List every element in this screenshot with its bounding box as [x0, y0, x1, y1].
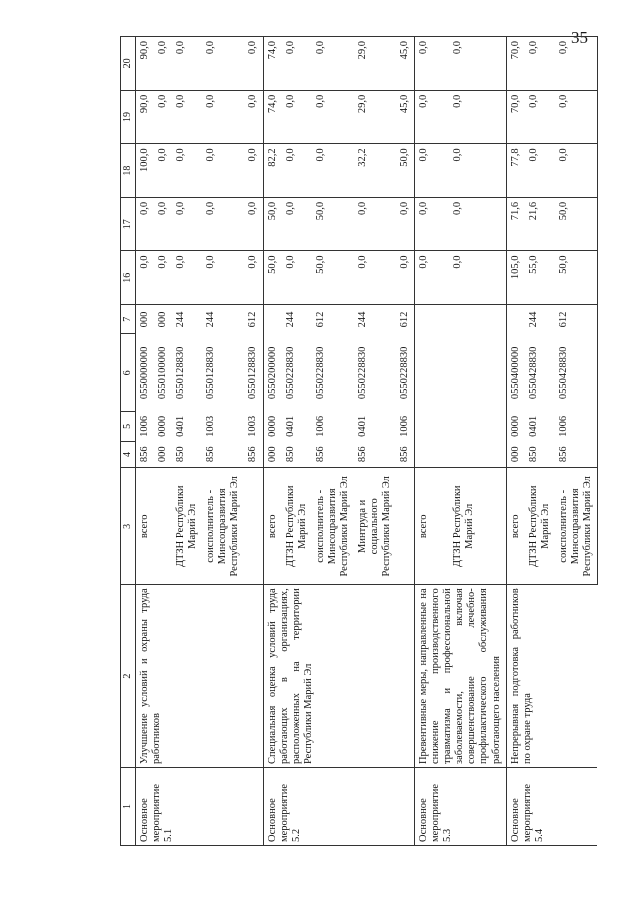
amount-cell: 0,0 [525, 144, 555, 198]
budget-code-c4: 850 [175, 446, 187, 463]
budget-code-c6: 0550128830 [247, 346, 259, 400]
amount-cell: 50,0 [263, 251, 282, 305]
budget-code-c6: 0550128830 [175, 346, 187, 400]
amount-cell: 29,0 [354, 90, 396, 144]
amount-cell: 0,0 [244, 37, 263, 91]
amount-cell: 45,0 [396, 90, 415, 144]
budget-code-c6: 0550228830 [284, 346, 296, 400]
amount-cell: 0,0 [136, 197, 155, 251]
amount-cell: 50,0 [263, 197, 282, 251]
column-header: 20 [121, 37, 136, 91]
amount-cell: 0,0 [244, 90, 263, 144]
budget-code-c6: 0550100000 [157, 346, 169, 400]
amount-cell: 32,2 [354, 144, 396, 198]
budget-code-c4: 000 [157, 446, 169, 463]
budget-code-c7: 612 [247, 311, 259, 328]
funding-source [154, 468, 172, 585]
budget-code-c6: 0550428830 [555, 334, 598, 412]
budget-code-c7: 612 [555, 305, 598, 334]
column-header: 1 [121, 768, 136, 846]
activity-title: Улучшение условий и охраны труда работников [136, 585, 264, 768]
page-number: 35 [571, 28, 588, 47]
amount-cell: 50,0 [555, 197, 598, 251]
budget-code-c4: 850 [284, 446, 296, 463]
funding-source: ДТЗН Республики Марий Эл [172, 468, 202, 585]
budget-code-c7: 612 [314, 311, 326, 328]
amount-cell: 0,0 [202, 37, 244, 91]
budget-code-c4 [415, 441, 450, 468]
amount-cell: 50,0 [396, 144, 415, 198]
activity-title: Специальная оценка условий труда работающих в организациях, расположенных на территории Республики Марий Эл [263, 585, 415, 768]
budget-code-c5: 0401 [356, 415, 368, 437]
amount-cell: 0,0 [154, 251, 172, 305]
amount-cell: 71,6 [506, 197, 525, 251]
amount-cell: 0,0 [415, 197, 450, 251]
funding-source: всего [415, 468, 450, 585]
amount-cell: 0,0 [312, 37, 354, 91]
amount-cell: 45,0 [396, 37, 415, 91]
budget-code-c7 [263, 305, 282, 334]
funding-source [244, 468, 263, 585]
amount-cell: 50,0 [312, 251, 354, 305]
budget-code-c7: 244 [205, 311, 217, 328]
amount-cell: 0,0 [244, 197, 263, 251]
budget-code-c5: 1006 [314, 415, 326, 437]
funding-source: ДТЗН Республики Марий Эл [282, 468, 312, 585]
activity-code: Основное мероприятие 5.4 [506, 768, 597, 846]
amount-cell: 0,0 [172, 90, 202, 144]
amount-cell: 100,0 [136, 144, 155, 198]
activity-code: Основное мероприятие 5.1 [136, 768, 264, 846]
budget-code-c6: 0550000000 [136, 334, 155, 412]
amount-cell: 70,0 [506, 90, 525, 144]
budget-code-c7: 244 [356, 311, 368, 328]
amount-cell: 0,0 [282, 251, 312, 305]
funding-source: всего [506, 468, 525, 585]
budget-code-c4: 856 [136, 441, 155, 468]
amount-cell: 0,0 [449, 197, 506, 251]
budget-code-c4: 856 [356, 446, 368, 463]
activity-title: Превентивные меры, направленные на снижение производственного травматизма и профессиональной заболеваемости, включая совершенствование лечебно-профилактического обслуживания работающего населения [415, 585, 506, 768]
amount-cell: 0,0 [282, 37, 312, 91]
amount-cell: 0,0 [396, 251, 415, 305]
amount-cell: 0,0 [449, 37, 506, 91]
budget-code-c6 [449, 334, 506, 412]
budget-code-c5: 0401 [284, 415, 296, 437]
amount-cell: 74,0 [263, 90, 282, 144]
budget-code-c6: 0550400000 [506, 334, 525, 412]
budget-code-c7 [506, 305, 525, 334]
amount-cell: 0,0 [244, 144, 263, 198]
activity-code: Основное мероприятие 5.2 [263, 768, 415, 846]
amount-cell: 0,0 [172, 37, 202, 91]
amount-cell: 0,0 [415, 90, 450, 144]
amount-cell: 0,0 [154, 197, 172, 251]
budget-code-c4: 856 [314, 446, 326, 463]
budget-code-c7 [449, 305, 506, 334]
activity-title: Непрерывная подготовка работников по охране труда [506, 585, 597, 768]
table-row [506, 37, 525, 846]
column-header: 6 [121, 334, 136, 412]
amount-cell: 0,0 [555, 144, 598, 198]
amount-cell: 29,0 [354, 37, 396, 91]
amount-cell: 0,0 [172, 197, 202, 251]
budget-code-c6: 0550228830 [314, 346, 326, 400]
amount-cell: 0,0 [312, 144, 354, 198]
funding-source: соисполнитель - Минсоцразвития Республики Марий Эл [555, 468, 598, 585]
funding-source [396, 468, 415, 585]
amount-cell: 0,0 [202, 251, 244, 305]
amount-cell: 0,0 [449, 144, 506, 198]
budget-code-c5 [449, 412, 506, 441]
amount-cell: 0,0 [172, 144, 202, 198]
amount-cell: 74,0 [263, 37, 282, 91]
budget-code-c5: 0401 [527, 415, 539, 437]
amount-cell: 0,0 [202, 197, 244, 251]
budget-code-c5: 1006 [555, 412, 598, 441]
column-header: 7 [121, 305, 136, 334]
budget-code-c4: 000 [506, 441, 525, 468]
budget-table [120, 36, 598, 846]
amount-cell: 0,0 [172, 251, 202, 305]
amount-cell: 0,0 [154, 37, 172, 91]
budget-code-c4: 856 [205, 446, 217, 463]
budget-code-c4: 850 [527, 446, 539, 463]
budget-code-c6: 0550428830 [527, 346, 539, 400]
amount-cell: 0,0 [282, 90, 312, 144]
amount-cell: 50,0 [555, 251, 598, 305]
table-row [415, 37, 450, 846]
budget-code-c5: 0000 [263, 412, 282, 441]
budget-code-c7: 244 [175, 311, 187, 328]
column-header: 16 [121, 251, 136, 305]
budget-code-c7: 000 [136, 305, 155, 334]
budget-code-c7 [415, 305, 450, 334]
budget-code-c7: 000 [157, 311, 169, 328]
amount-cell: 70,0 [506, 37, 525, 91]
amount-cell: 0,0 [415, 251, 450, 305]
budget-code-c7: 244 [527, 311, 539, 328]
funding-source: соисполнитель - Минсоцразвития Республики Марий Эл [312, 468, 354, 585]
column-header: 2 [121, 585, 136, 768]
amount-cell: 0,0 [202, 144, 244, 198]
budget-code-c5: 1006 [136, 412, 155, 441]
funding-source: Минтруда и социального Республики Марий Эл [354, 468, 396, 585]
funding-source: всего [263, 468, 282, 585]
budget-code-c4 [449, 441, 506, 468]
column-header: 4 [121, 441, 136, 468]
budget-code-c4: 856 [399, 446, 411, 463]
rotated-table-container [120, 36, 593, 846]
header-row [121, 37, 136, 846]
amount-cell: 55,0 [525, 251, 555, 305]
budget-code-c5 [415, 412, 450, 441]
amount-cell: 0,0 [282, 197, 312, 251]
amount-cell: 90,0 [136, 90, 155, 144]
activity-code: Основное мероприятие 5.3 [415, 768, 506, 846]
amount-cell: 90,0 [136, 37, 155, 91]
budget-code-c6 [415, 334, 450, 412]
amount-cell: 21,6 [525, 197, 555, 251]
column-header: 19 [121, 90, 136, 144]
amount-cell: 0,0 [354, 197, 396, 251]
amount-cell: 0,0 [354, 251, 396, 305]
budget-code-c5: 0000 [506, 412, 525, 441]
funding-source: ДТЗН Республики Марий Эл [525, 468, 555, 585]
table-body [136, 37, 598, 846]
amount-cell: 50,0 [312, 197, 354, 251]
funding-source: всего [136, 468, 155, 585]
budget-code-c4: 856 [555, 441, 598, 468]
budget-code-c6: 0550228830 [399, 346, 411, 400]
amount-cell: 0,0 [555, 90, 598, 144]
amount-cell: 0,0 [202, 90, 244, 144]
amount-cell: 0,0 [449, 251, 506, 305]
amount-cell: 0,0 [282, 144, 312, 198]
column-header: 18 [121, 144, 136, 198]
budget-code-c6: 0550128830 [205, 346, 217, 400]
funding-source: ДТЗН Республики Марий Эл [449, 468, 506, 585]
amount-cell: 0,0 [449, 90, 506, 144]
budget-code-c6: 0550228830 [356, 346, 368, 400]
budget-code-c6: 0550200000 [263, 334, 282, 412]
funding-source: соисполнитель - Минсоцразвития Республики Марий Эл [202, 468, 244, 585]
budget-code-c5: 1006 [399, 415, 411, 437]
amount-cell: 82,2 [263, 144, 282, 198]
amount-cell: 0,0 [244, 251, 263, 305]
budget-code-c5: 1003 [205, 415, 217, 437]
amount-cell: 0,0 [136, 251, 155, 305]
budget-code-c5: 0401 [175, 415, 187, 437]
amount-cell: 0,0 [415, 144, 450, 198]
amount-cell: 0,0 [154, 144, 172, 198]
table-row [136, 37, 155, 846]
budget-code-c5: 1003 [247, 415, 259, 437]
budget-code-c4: 856 [247, 446, 259, 463]
amount-cell: 105,0 [506, 251, 525, 305]
amount-cell: 0,0 [555, 37, 598, 91]
budget-code-c5: 0000 [157, 415, 169, 437]
amount-cell: 0,0 [312, 90, 354, 144]
amount-cell: 0,0 [525, 37, 555, 91]
budget-code-c4: 000 [263, 441, 282, 468]
amount-cell: 0,0 [415, 37, 450, 91]
amount-cell: 0,0 [154, 90, 172, 144]
amount-cell: 0,0 [396, 197, 415, 251]
table-row [263, 37, 282, 846]
amount-cell: 77,8 [506, 144, 525, 198]
amount-cell: 0,0 [525, 90, 555, 144]
budget-code-c7: 612 [399, 311, 411, 328]
column-header: 17 [121, 197, 136, 251]
budget-code-c7: 244 [284, 311, 296, 328]
column-header: 5 [121, 412, 136, 441]
column-header: 3 [121, 468, 136, 585]
